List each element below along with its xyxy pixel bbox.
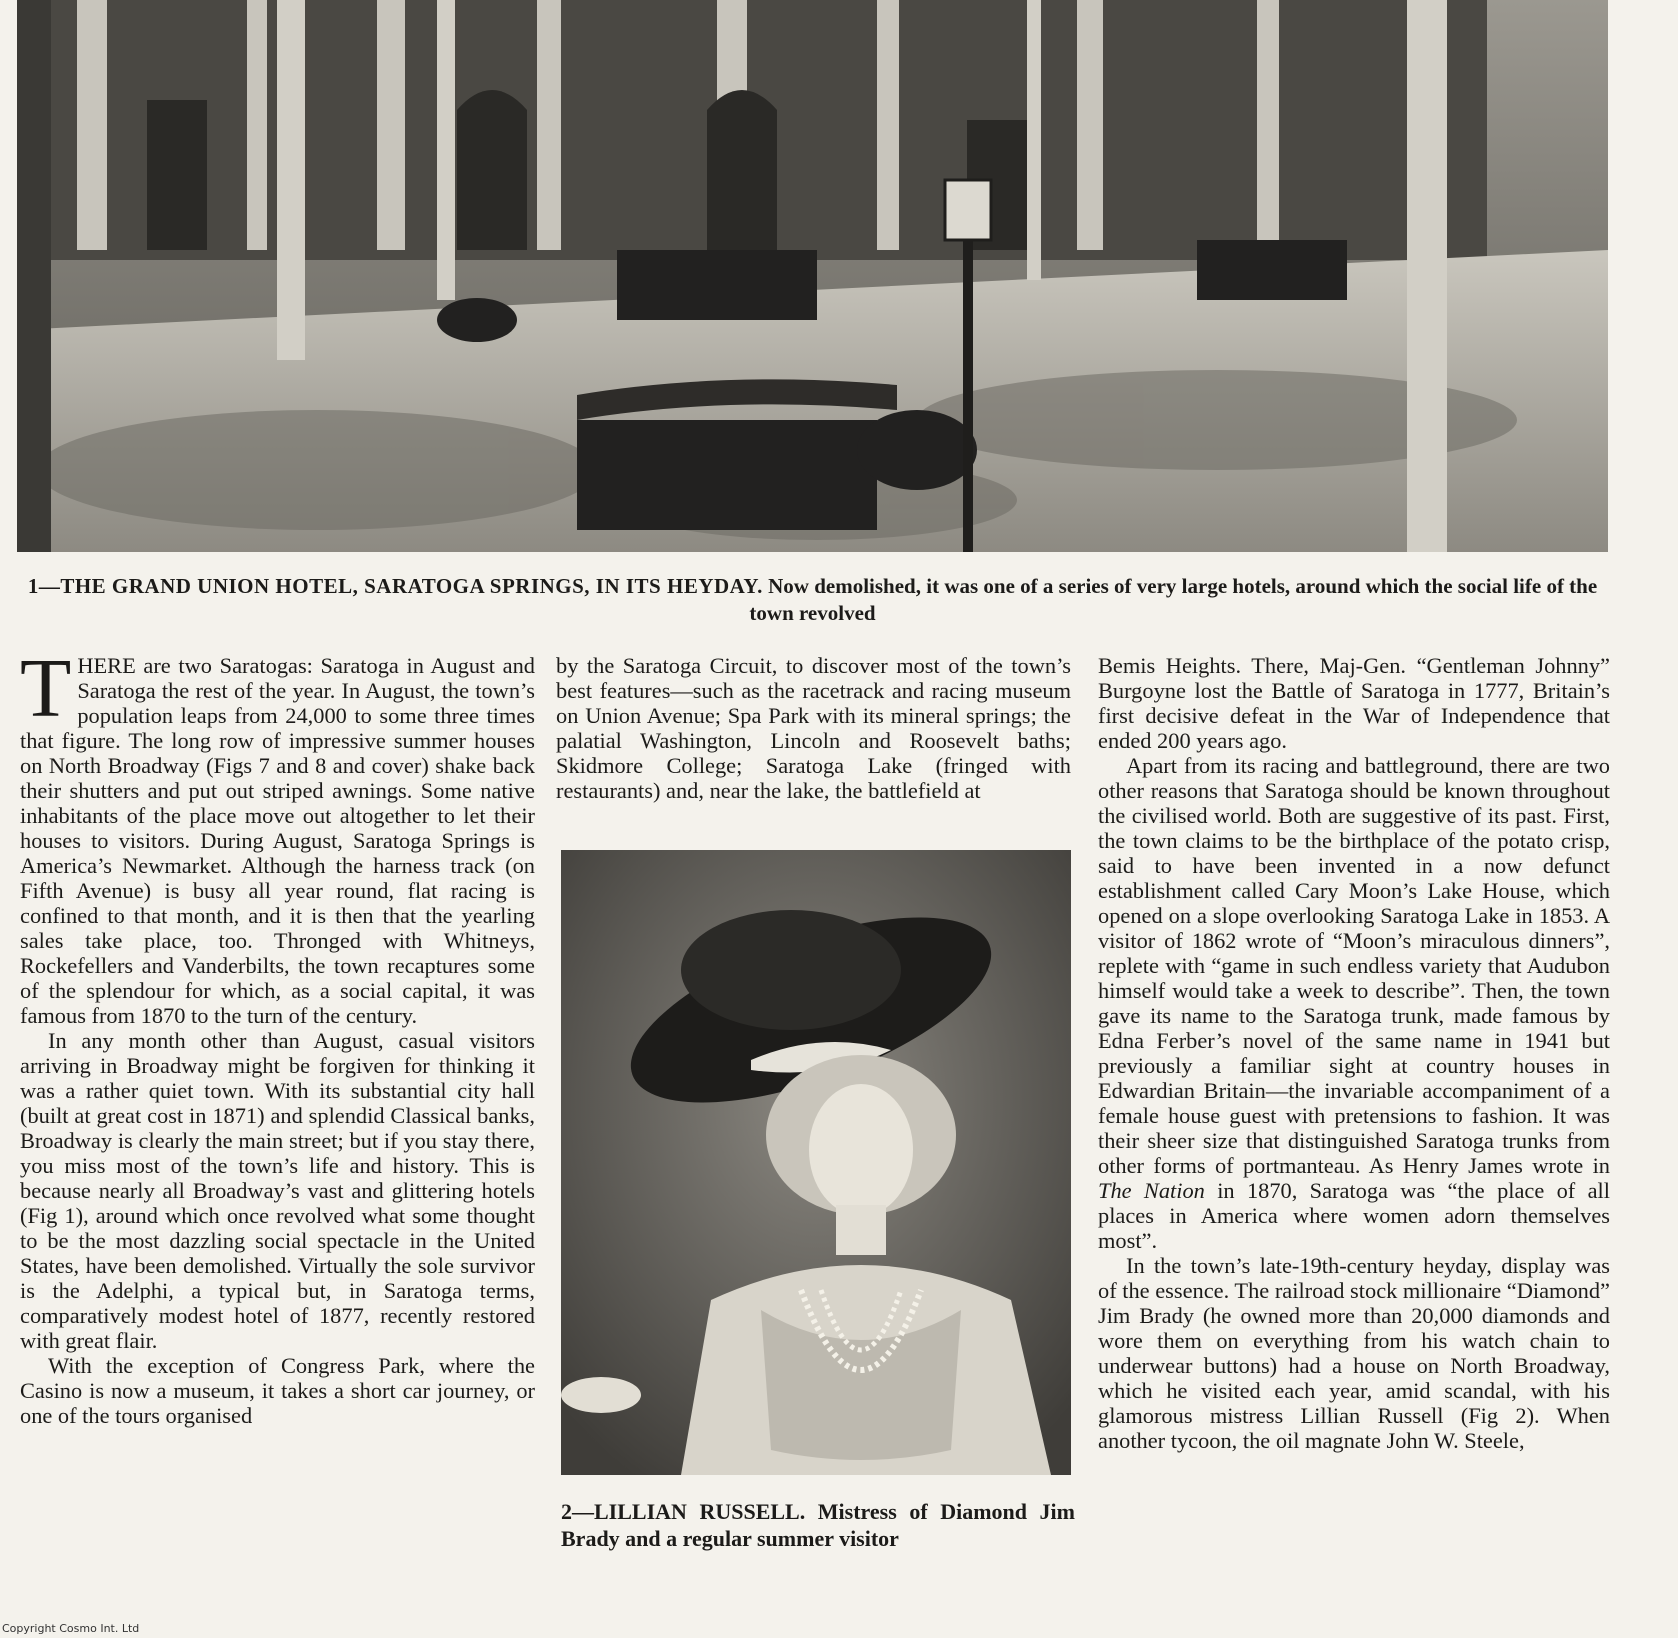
figure2-caption-lead: 2—LILLIAN RUSSELL. (561, 1499, 806, 1524)
paragraph: by the Saratoga Circuit, to discover most of the town’s best features—such as the racetrack and racing museum on Union Avenue; Spa Park with its mineral springs; the palatial Washington, Lincoln and Roosevelt baths; Skidmore College; Saratoga Lake (fringed with restaurants) and, near the lake, the battlefield at (556, 653, 1071, 803)
article-column-2 (556, 653, 1071, 803)
paragraph-text: in 1870, Saratoga was “the place of all places in America where women adorn themselves most”. (1098, 1178, 1610, 1253)
paragraph: Bemis Heights. There, Maj-Gen. “Gentleman Johnny” Burgoyne lost the Battle of Saratoga in 1777, Britain’s first decisive defeat in the War of Independence that ended 200 years ago. (1098, 653, 1610, 753)
paragraph (20, 642, 535, 1028)
figure2-caption-rest: Mistress of Diamond Jim Brady and a regular summer visitor (561, 1499, 1075, 1551)
article-column-1 (20, 642, 535, 1428)
paragraph-text: HERE are two Saratogas: Saratoga in August and Saratoga the rest of the year. In August, the town’s population leaps from 24,000 to some three times that figure. The long row of impressive summer houses on North Broadway (Figs 7 and 8 and cover) shake back their shutters and put out striped awnings. Some native inhabitants of the place move out altogether to let their houses to visitors. During August, Saratoga Springs is America’s Newmarket. Although the harness track (on Fifth Avenue) is busy all year round, flat racing is confined to that month, and it is then that the yearling sales take place, too. Thronged with Whitneys, Rockefellers and Vanderbilts, the town recaptures some of the splendour for which, as a social capital, it was famous from 1870 to the turn of the century. (20, 653, 535, 1028)
grand-union-hotel-photo (17, 0, 1608, 552)
figure2-caption (561, 1498, 1075, 1552)
figure1-caption-lead: 1—THE GRAND UNION HOTEL, SARATOGA SPRINGS, IN ITS HEYDAY. (27, 574, 763, 598)
copyright-notice: Copyright Cosmo Int. Ltd (2, 1622, 140, 1635)
paragraph: In the town’s late-19th-century heyday, display was of the essence. The railroad stock millionaire “Diamond” Jim Brady (he owned more than 20,000 diamonds and wore them on everything from his watch chain to underwear buttons) had a house on North Broadway, which he visited each year, amid scandal, with his glamorous mistress Lillian Russell (Fig 2). When another tycoon, the oil magnate John W. Steele, (1098, 1253, 1610, 1453)
figure1-caption-rest: Now demolished, it was one of a series of very large hotels, around which the social life of the town revolved (749, 574, 1598, 625)
figure1-caption (17, 573, 1608, 627)
paragraph-text: Apart from its racing and battleground, there are two other reasons that Saratoga should be known throughout the civilised world. Both are suggestive of its past. First, the town claims to be the birthplace of the potato crisp, said to have been invented in a now defunct establishment called Cary Moon’s Lake House, which opened on a slope overlooking Saratoga Lake in 1853. A visitor of 1862 wrote of “Moon’s miraculous dinners”, replete with “game in such endless variety that Audubon himself would take a week to describe”. Then, the town gave its name to the Saratoga trunk, made famous by Edna Ferber’s novel of the same name in 1941 but previously a familiar sight at country houses in Edwardian Britain—the invariable accompaniment of a female house guest with pretensions to fashion. It was their sheer size that distinguished Saratoga trunks from other forms of portmanteau. As Henry James wrote in (1098, 753, 1610, 1178)
paragraph (1098, 753, 1610, 1253)
paragraph: With the exception of Congress Park, where the Casino is now a museum, it takes a short car journey, or one of the tours organised (20, 1353, 535, 1428)
paragraph: In any month other than August, casual visitors arriving in Broadway might be forgiven for thinking it was a rather quiet town. With its substantial city hall (built at great cost in 1871) and splendid Classical banks, Broadway is clearly the main street; but if you stay there, you miss most of the town’s life and history. This is because nearly all Broadway’s vast and glittering hotels (Fig 1), around which once revolved what some thought to be the most dazzling social spectacle in the United States, have been demolished. Virtually the sole survivor is the Adelphi, a typical but, in Saratoga terms, comparatively modest hotel of 1877, recently restored with great flair. (20, 1028, 535, 1353)
publication-title: The Nation (1098, 1178, 1205, 1203)
lillian-russell-portrait (561, 850, 1071, 1475)
drop-cap: T (20, 642, 72, 735)
article-column-3 (1098, 653, 1610, 1453)
